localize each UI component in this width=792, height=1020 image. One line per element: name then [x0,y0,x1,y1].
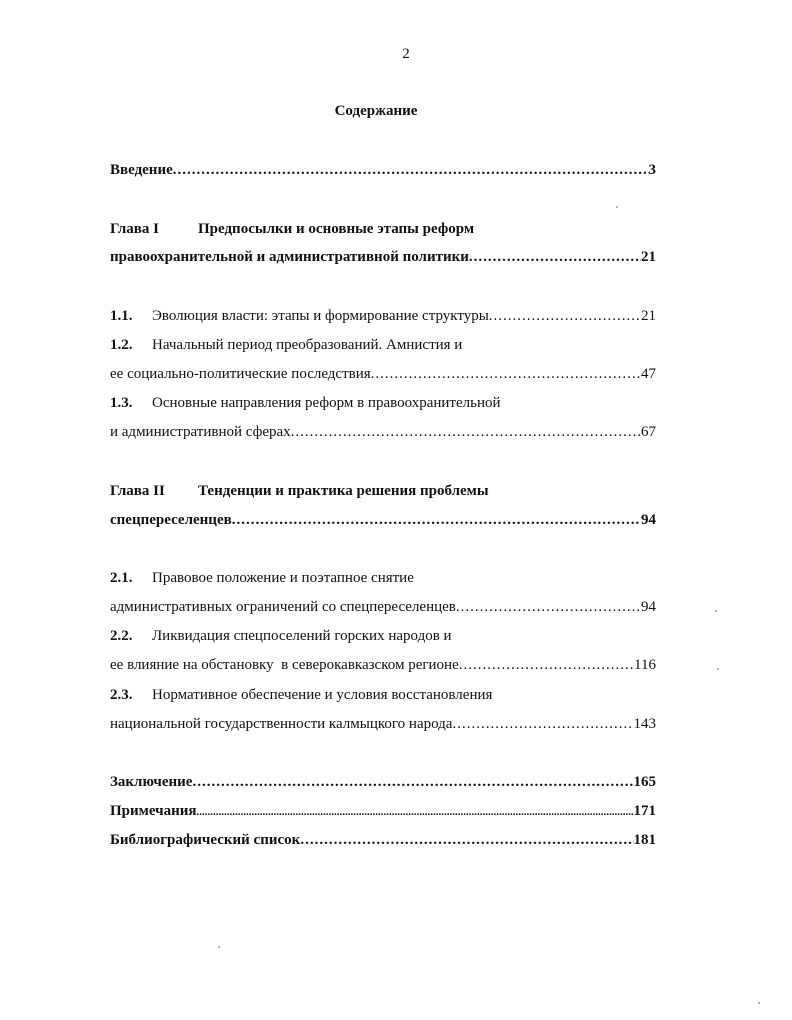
entry-label: Примечания [110,803,197,819]
dot-leader [489,305,641,327]
scan-speck [715,610,717,612]
toc-section-1-3-end[interactable] [110,421,656,443]
section-title-line1: Нормативное обеспечение и условия восстановления [152,687,493,703]
toc-chapter1-title-end[interactable] [110,246,656,268]
section-number: 1.1. [110,308,133,324]
chapter-label: Глава I [110,221,159,237]
dot-leader [173,159,649,181]
section-title-line1: Правовое положение и поэтапное снятие [152,570,414,586]
toc-section-1-3[interactable] [110,392,656,414]
entry-page: 21 [641,308,656,324]
entry-label: Библиографический список [110,832,301,848]
chapter-label: Глава II [110,483,165,499]
scan-speck [218,946,220,948]
chapter-title-line2: спецпереселенцев [110,512,232,528]
entry-page: 181 [633,832,656,848]
toc-entry-intro[interactable] [110,159,656,181]
section-title-line2: и административной сферах [110,424,291,440]
toc-section-2-1-end[interactable] [110,596,656,618]
entry-page: 171 [633,803,656,819]
section-number: 1.2. [110,337,133,353]
dot-leader [197,801,634,823]
entry-page: 21 [641,249,656,265]
toc-section-2-1[interactable] [110,567,656,589]
section-title-line2: ее влияние на обстановку в северокавказском регионе [110,657,459,673]
section-number: 1.3. [110,395,133,411]
toc-entry-conclusion[interactable] [110,771,656,793]
section-title-line2: ее социально-политические последствия [110,366,371,382]
entry-label: Введение [110,162,173,178]
entry-page: 67 [641,424,656,440]
entry-page: 143 [633,716,656,732]
dot-leader [232,509,641,531]
section-title: Эволюция власти: этапы и формирование структуры [152,308,489,324]
dot-leader [469,246,641,268]
toc-chapter2-title-end[interactable] [110,509,656,531]
entry-label: Заключение [110,774,193,790]
entry-page: 116 [634,657,656,673]
dot-leader [459,654,634,676]
toc-section-2-3-end[interactable] [110,713,656,735]
toc-section-2-2-end[interactable] [110,654,656,676]
section-title-line2: административных ограничений со спецпереселенцев [110,599,456,615]
page-number: 2 [402,46,410,62]
chapter-title-line1: Предпосылки и основные этапы реформ [198,221,475,237]
scan-speck [717,668,719,670]
dot-leader [371,363,641,385]
entry-page: 165 [633,774,656,790]
section-title-line1: Ликвидация спецпоселений горских народов и [152,628,452,644]
dot-leader [452,713,633,735]
toc-entry-bibliography[interactable] [110,829,656,851]
toc-section-2-2[interactable] [110,625,656,647]
scan-speck [758,1002,760,1004]
section-number: 2.2. [110,628,133,644]
section-title-line1: Основные направления реформ в правоохранительной [152,395,501,411]
toc-chapter2-heading[interactable] [110,480,656,502]
entry-page: 3 [648,162,656,178]
dot-leader [192,771,633,793]
scan-speck [616,206,618,208]
entry-page: 94 [641,599,656,615]
toc-section-2-3[interactable] [110,684,656,706]
section-number: 2.3. [110,687,133,703]
entry-page: 94 [641,512,656,528]
dot-leader [291,421,641,443]
dot-leader [456,596,641,618]
dot-leader [300,829,633,851]
entry-page: 47 [641,366,656,382]
section-title-line2: национальной государственности калмыцкого народа [110,716,453,732]
chapter-title-line2: правоохранительной и административной политики [110,249,469,265]
section-title-line1: Начальный период преобразований. Амнистия и [152,337,463,353]
section-number: 2.1. [110,570,133,586]
chapter-title-line1: Тенденции и практика решения проблемы [198,483,489,499]
toc-chapter1-heading[interactable] [110,218,656,240]
toc-section-1-2[interactable] [110,334,656,356]
toc-title: Содержание [334,103,418,119]
toc-entry-notes[interactable] [110,800,656,822]
toc-section-1-1[interactable] [110,305,656,327]
toc-section-1-2-end[interactable] [110,363,656,385]
